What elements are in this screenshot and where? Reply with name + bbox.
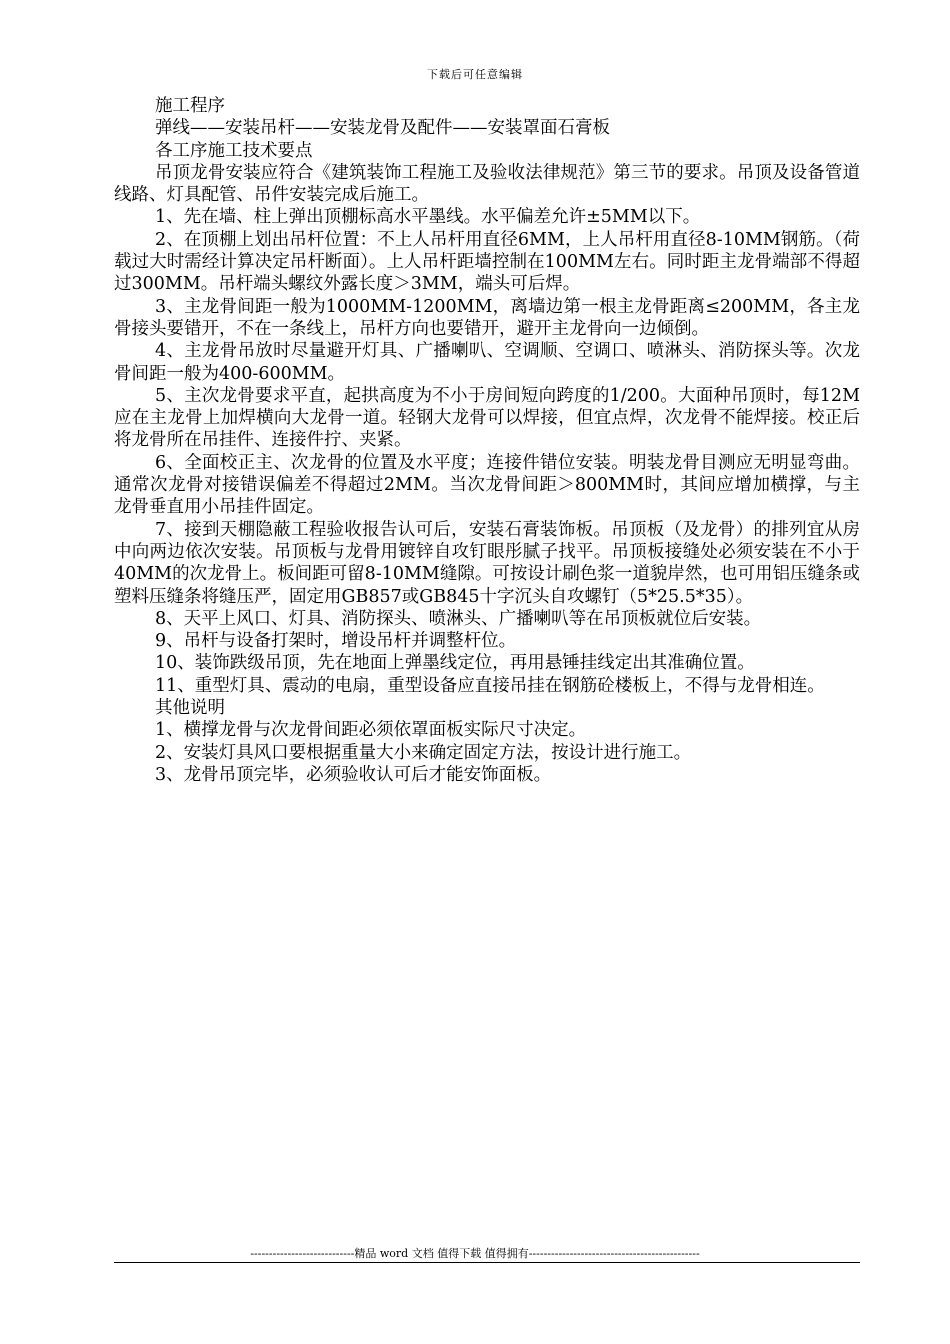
intro-paragraph: 吊顶龙骨安装应符合《建筑装饰工程施工及验收法律规范》第三节的要求。吊顶及设备管道线路、灯具配管、吊件安装完成后施工。	[114, 162, 860, 206]
item-7: 7、接到天棚隐蔽工程验收报告认可后，安装石膏装饰板。吊顶板（及龙骨）的排列宜从房中向两边依次安装。吊顶板与龙骨用镀锌自攻钉眼彤腻子找平。吊顶板接缝处必须安装在不小于40MM的次龙骨上。板间距可留8-10MM缝隙。可按设计刷色浆一道貌岸然，也可用铝压缝条或塑料压缝条将缝压严，固定用GB857或GB845十字沉头自攻螺钉（5*25.5*35）。	[114, 519, 860, 607]
item-5: 5、主次龙骨要求平直，起拱高度为不小于房间短向跨度的1/200。大面种吊顶时，每12M应在主龙骨上加焊横向大龙骨一道。轻钢大龙骨可以焊接，但宜点焊，次龙骨不能焊接。校正后将龙骨所在吊挂件、连接件拧、夹紧。	[114, 385, 860, 451]
item-6: 6、全面校正主、次龙骨的位置及水平度；连接件错位安装。明装龙骨目测应无明显弯曲。通常次龙骨对接错误偏差不得超过2MM。当次龙骨间距＞800MM时，其间应增加横撑，与主龙骨垂直用小吊挂件固定。	[114, 452, 860, 518]
note-3: 3、龙骨吊顶完毕，必须验收认可后才能安饰面板。	[155, 764, 552, 785]
footer-divider	[114, 1262, 860, 1263]
section-heading-technical-points: 各工序施工技术要点	[155, 140, 313, 161]
item-10: 10、装饰跌级吊顶，先在地面上弹墨线定位，再用悬锤挂线定出其准确位置。	[155, 653, 755, 674]
footer-text: ----------------------------精品 word 文档 值得下载 值得拥有----------------------------------------------	[250, 1247, 700, 1260]
section-heading-other-notes: 其他说明	[155, 698, 225, 719]
procedure-steps: 弹线——安装吊杆——安装龙骨及配件——安装罩面石膏板	[155, 118, 610, 139]
item-1: 1、先在墙、柱上弹出顶棚标高水平墨线。水平偏差允许±5MM以下。	[155, 207, 701, 228]
section-heading-procedure: 施工程序	[155, 96, 225, 116]
header-note: 下载后可任意编辑	[427, 68, 523, 81]
item-11: 11、重型灯具、震动的电扇，重型设备应直接吊挂在钢筋砼楼板上，不得与龙骨相连。	[155, 675, 825, 696]
note-2: 2、安装灯具风口要根据重量大小来确定固定方法，按设计进行施工。	[155, 742, 692, 763]
item-4: 4、主龙骨吊放时尽量避开灯具、广播喇叭、空调顺、空调口、喷淋头、消防探头等。次龙骨间距一般为400-600MM。	[114, 341, 860, 384]
item-2: 2、在顶棚上划出吊杆位置：不上人吊杆用直径6MM，上人吊杆用直径8-10MM钢筋。（荷载过大时需经计算决定吊杆断面）。上人吊杆距墙控制在100MM左右。同时距主龙骨端部不得超过300MM。吊杆端头螺纹外露长度＞3MM，端头可后焊。	[114, 229, 860, 295]
item-3: 3、主龙骨间距一般为1000MM-1200MM，离墙边第一根主龙骨距离≤200MM，各主龙骨接头要错开，不在一条线上，吊杆方向也要错开，避开主龙骨向一边倾倒。	[114, 296, 860, 339]
item-8: 8、天平上风口、灯具、消防探头、喷淋头、广播喇叭等在吊顶板就位后安装。	[155, 608, 762, 629]
note-1: 1、横撑龙骨与次龙骨间距必须依罩面板实际尺寸决定。	[155, 720, 587, 741]
item-9: 9、吊杆与设备打架时，增设吊杆并调整杆位。	[155, 631, 517, 652]
document-body	[114, 95, 860, 786]
